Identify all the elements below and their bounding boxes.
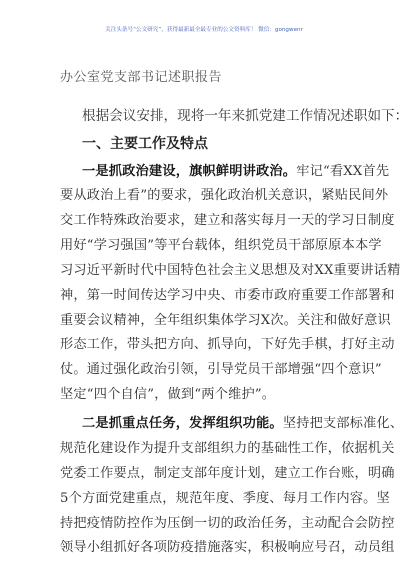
paragraph-line: 神，第一时间传达学习中央、市委市政府重要工作部署和: [60, 288, 395, 303]
paragraph-line: 习习近平新时代中国特色社会主义思想及对XX重要讲话精: [60, 263, 401, 278]
paragraph-line: 领导小组抓好各项防疫措施落实，积极响应号召，动员组: [60, 540, 395, 555]
paragraph-line: 交工作特殊政治要求，建立和落实每月一天的学习日制度: [60, 213, 395, 228]
paragraph-line: 规范化建设作为提升支部组织力的基础性工作，依据机关: [60, 441, 395, 456]
paragraph-1-first-text: 牢记“看XX首先: [296, 164, 390, 179]
watermark-banner: [0, 0, 408, 32]
paragraph-2-first-text: 坚持把支部标准化、: [282, 416, 404, 431]
intro-paragraph: 根据会议安排，现将一年来抓党建工作情况述职如下：: [82, 108, 408, 124]
paragraph-line: 要从政治上看”的要求，强化政治机关意识，紧贴民间外: [60, 188, 389, 203]
paragraph-line: 持把疫情防控作为压倒一切的政治任务，主动配合会防控: [60, 516, 395, 531]
banner-text: 关注头条号“公文研究”，获得最新最全最专业的公文资料库！ 微信：gongwenr: [105, 27, 303, 33]
paragraph-line: 仗。通过强化政治引领，引导党员干部增强“四个意识”: [60, 362, 382, 377]
paragraph-1-first-line: [82, 160, 389, 179]
paragraph-line: 形态工作，带头把方向、抓导向，下好先手棋，打好主动: [60, 337, 395, 352]
document-title: 办公室党支部书记述职报告: [60, 70, 223, 85]
paragraph-1-lead: 一是抓政治建设，旗帜鲜明讲政治。: [82, 164, 297, 179]
paragraph-line: 党委工作要点，制定支部年度计划，建立工作台账，明确: [60, 466, 395, 481]
section-heading: 一、主要工作及特点: [82, 136, 208, 152]
paragraph-2-lead: 二是抓重点任务，发挥组织功能。: [82, 416, 283, 431]
paragraph-2-first-line: [82, 412, 403, 431]
paragraph-line: 重要会议精神，全年组织集体学习X次。关注和做好意识: [60, 313, 391, 328]
paragraph-line: 5个方面党建重点，规范年度、季度、每月工作内容。坚: [60, 491, 390, 506]
paragraph-line: 用好“学习强国”等平台载体，组织党员干部原原本本学: [60, 238, 382, 253]
paragraph-line: 坚定“四个自信”，做到“两个维护”。: [60, 387, 276, 402]
